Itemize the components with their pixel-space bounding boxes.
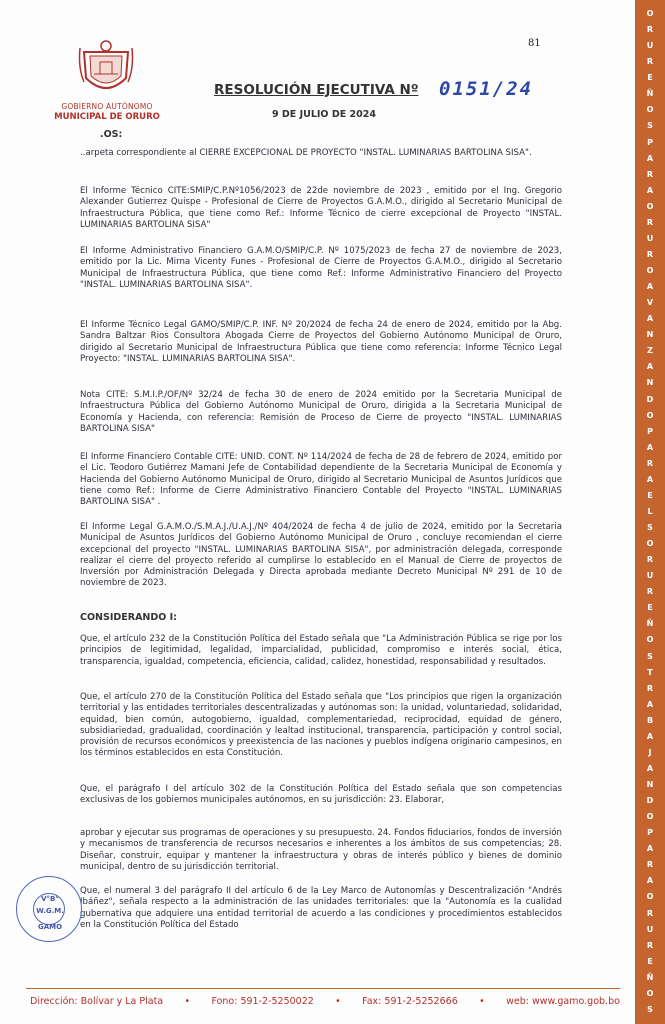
side-slogan-letter: R <box>646 217 654 227</box>
side-slogan-letter: A <box>646 185 654 195</box>
side-slogan-letter: N <box>646 330 654 340</box>
footer <box>30 996 620 1007</box>
paragraph: El Informe Administrativo Financiero G.A.M.O/SMIP/C.P. Nº 1075/2023 de fecha 27 de noviembre de 2023, emitido por la Lic. Mirna Vicenty Funes - Profesional de Cierre de Proyectos G.A.M.O., dirigido al Secretario Municipal de Infraestructura Pública, que tiene como Ref.: Informe Administrativo Financiero del Proyecto "INSTAL. LUMINARIAS BARTOLINA SISA". <box>80 246 562 290</box>
side-slogan-letter: O <box>646 9 654 18</box>
side-slogan-letter: N <box>646 378 654 388</box>
stamp-org: GAMO <box>37 923 63 931</box>
resolution-header <box>214 78 574 110</box>
side-slogan-letter: R <box>646 458 654 468</box>
side-slogan-letter: U <box>646 233 654 243</box>
considerando-heading: CONSIDERANDO I: <box>80 612 177 623</box>
footer-web[interactable]: web: www.gamo.gob.bo <box>506 996 620 1007</box>
paragraph: Que, el numeral 3 del parágrafo II del artículo 6 de la Ley Marco de Autonomías y Descentralización "Andrés Ibáñez", señala respecto a la administración de las unidades territoriales: que la "Autonomía es la cualidad gubernativa que adquiere una entidad territorial de acuerdo a las condiciones y procedimientos establecidos en la Constitución Política del Estado <box>80 886 562 930</box>
paragraph: Que, el artículo 270 de la Constitución Política del Estado señala que "Los principios que rigen la organización territorial y las entidades territoriales descentralizadas y autónomas son: la unidad, voluntariedad, solidaridad, equidad, bien común, autogobierno, igualdad, complementariedad, reciprocidad, equidad de género, subsidiariedad, gradualidad, coordinación y lealtad institucional, transparencia, participación y control social, provisión de recursos económicos y preexistencia de las naciones y pueblos indígena originario campesinos, en los términos establecidos en esta Constitución. <box>80 692 562 759</box>
side-slogan-letter: O <box>646 635 654 645</box>
side-slogan-letter: R <box>646 860 654 870</box>
side-slogan-letter: V <box>646 298 654 308</box>
side-slogan-letter: R <box>646 555 654 565</box>
side-slogan-letter: E <box>647 73 653 83</box>
municipal-name <box>52 101 162 123</box>
side-slogan-letter: O <box>646 812 654 822</box>
side-slogan-letter: S <box>647 523 653 532</box>
paragraph: Que, el artículo 232 de la Constitución Política del Estado señala que "La Administración Pública se rige por los principios de legitimidad, legalidad, imparcialidad, publicidad, compromiso e interés social, ética, transparencia, igualdad, competencia, eficiencia, calidad, calidez, honestidad, responsabilidad y resultados. <box>80 634 562 667</box>
vistos-heading: .OS: <box>100 129 123 140</box>
municipal-name-line2: MUNICIPAL DE ORURO <box>54 112 160 122</box>
resolution-date: 9 DE JULIO DE 2024 <box>272 109 376 120</box>
side-slogan-letter: Z <box>647 346 653 356</box>
side-slogan-letter: N <box>646 780 654 789</box>
side-slogan-letter: L <box>647 506 653 516</box>
side-slogan-letter: Ñ <box>646 89 654 99</box>
side-slogan-letter: A <box>646 153 654 163</box>
side-slogan-letter: A <box>646 282 654 292</box>
side-slogan-letter: U <box>646 41 654 51</box>
side-slogan-letter: A <box>646 314 654 324</box>
side-slogan-letter: R <box>646 940 654 950</box>
page-number: 81 <box>528 38 541 49</box>
side-slogan-letter: P <box>647 426 653 436</box>
side-slogan-letter: E <box>647 603 653 613</box>
side-slogan-letter: O <box>646 539 654 549</box>
side-slogan-letter: T <box>647 667 653 677</box>
side-slogan-letter: A <box>646 442 654 452</box>
side-slogan-letter: U <box>646 571 654 581</box>
side-slogan-letter: O <box>646 988 654 998</box>
footer-separator: • <box>335 996 341 1007</box>
side-slogan-letter: S <box>647 121 653 131</box>
footer-separator: • <box>184 996 191 1007</box>
resolution-number: 0151/24 <box>439 78 534 100</box>
side-slogan-letter: Ñ <box>646 619 654 629</box>
footer-fax: Fax: 591-2-5252666 <box>362 996 458 1007</box>
paragraph: ..arpeta correspondiente al CIERRE EXCEPCIONAL DE PROYECTO "INSTAL. LUMINARIAS BARTOLINA SISA". <box>80 148 532 158</box>
paragraph: Que, el parágrafo I del artículo 302 de la Constitución Política del Estado señala que son competencias exclusivas de los gobiernos municipales autónomos, en su jurisdicción: 23. Elaborar, <box>80 784 562 806</box>
side-slogan-letter: A <box>646 763 654 773</box>
side-slogan-letter: E <box>647 490 653 500</box>
paragraph: aprobar y ejecutar sus programas de operaciones y su presupuesto. 24. Fondos fiduciarios, fondos de inversión y mecanismos de transferencia de recursos necesarios e inherentes a los ámbitos de sus competencias; 28. Diseñar, construir, equipar y mantener la infraestructura y obras de interés público y bienes de dominio municipal, dentro de su jurisdicción territorial. <box>80 828 562 872</box>
resolution-title: RESOLUCIÓN EJECUTIVA Nº <box>214 82 419 98</box>
paragraph: Nota CITE: S.M.I.P./OF/Nº 32/24 de fecha 30 de enero de 2024 emitido por la Secretaria Municipal de Infraestructura Pública del Gobierno Autónomo Municipal de Oruro, dirigida a la Secretaria Municipal de Economía y Hacienda, con referencia: Remisión de Proceso de Cierre de proyecto "INSTAL. LUMINARIAS BARTOLINA SISA" <box>80 390 562 434</box>
side-slogan-letter: A <box>646 474 654 484</box>
side-slogan-letter: O <box>646 105 654 115</box>
paragraph: El Informe Legal G.A.M.O./S.M.A.J./U.A.J./Nº 404/2024 de fecha 4 de julio de 2024, emitido por la Secretaria Municipal de Asuntos Jurídicos del Gobierno Autónomo Municipal de Oruro , concluye recomiendan el cierre excepcional del proyecto "INSTAL. LUMINARIAS BARTOLINA SISA", por administración delegada, corresponde realizar el cierre del proyecto referido al cumplirse lo establecido en el Manual de Cierre de proyectos de Inversión por Administración Delegada y Directa aprobada mediante Decreto Municipal Nº 291 de 10 de noviembre de 2023. <box>80 522 562 589</box>
paragraph: El Informe Financiero Contable CITE: UNID. CONT. Nº 114/2024 de fecha de 28 de febrero de 2024, emitido por el Lic. Teodoro Gutiérrez Mamani Jefe de Contabilidad dependiente de la Secretaria Municipal de Economía y Hacienda del Gobierno Autónomo Municipal de Oruro, dirigido al Secretario Municipal de Asuntos Jurídicos que tiene como Ref.: Informe de Cierre Administrativo Financiero Contable del Proyecto "INSTAL. LUMINARIAS BARTOLINA SISA" . <box>80 452 562 508</box>
side-slogan-letter: R <box>646 683 654 693</box>
side-slogan-letter: D <box>646 796 654 806</box>
paragraph: El Informe Técnico CITE:SMIP/C.P.Nº1056/2023 de 22de noviembre de 2023 , emitido por el Ing. Gregorio Alexander Gutierrez Quispe - Profesional de Cierre de Proyectos G.A.M.O., dirigido al Secretario Municipal de Infraestructura Pública, que tiene como Ref.: Informe Técnico de cierre excepcional de Proyecto "INSTAL. LUMINARIAS BARTOLINA SISA" <box>80 186 562 230</box>
side-slogan-letter: R <box>646 908 654 918</box>
side-slogan-letter: A <box>646 731 654 741</box>
side-slogan-letter: O <box>646 892 654 902</box>
side-slogan-letter: R <box>646 587 654 597</box>
approval-stamp <box>16 876 82 942</box>
side-slogan-letter: U <box>646 924 654 934</box>
side-slogan-letter: S <box>647 1004 653 1014</box>
side-slogan-letter: E <box>647 956 653 966</box>
side-slogan-letter: B <box>646 715 654 725</box>
side-slogan-letter: S <box>647 651 653 661</box>
footer-address: Dirección: Bolívar y La Plata <box>30 996 164 1007</box>
paragraph: El Informe Técnico Legal GAMO/SMIP/C.P. INF. Nº 20/2024 de fecha 24 de enero de 2024, emitido por la Abg. Sandra Baltzar Rios Consultora Abogada Cierre de Proyectos del Gobierno Autónomo Municipal de Oruro, dirigido al Secretario Municipal de Infraestructura Pública que tiene como referencia: Informe Técnico Legal Proyecto: "INSTAL. LUMINARIAS BARTOLINA SISA". <box>80 320 562 364</box>
side-slogan-letter: P <box>647 137 653 147</box>
municipal-name-line1: GOBIERNO AUTÓNOMO <box>61 102 153 111</box>
side-slogan-letter: O <box>646 201 654 211</box>
side-slogan-letter: A <box>646 699 654 709</box>
footer-phone: Fono: 591-2-5250022 <box>211 996 314 1007</box>
footer-separator: • <box>479 996 485 1007</box>
side-slogan-letter: R <box>646 249 654 259</box>
side-slogan-letter: J <box>648 747 652 757</box>
side-slogan-letter: R <box>646 169 654 179</box>
side-slogan-letter: O <box>646 410 654 420</box>
side-slogan-letter: P <box>647 828 653 838</box>
side-slogan-letter: R <box>646 57 654 67</box>
side-slogan-letter: A <box>646 362 654 372</box>
side-slogan-letter: O <box>646 266 654 275</box>
side-slogan-letter: D <box>646 394 654 404</box>
stamp-top-text: V°B° <box>41 895 59 903</box>
side-slogan-letter: A <box>646 876 654 886</box>
footer-divider <box>26 988 620 989</box>
side-slogan-letter: A <box>646 844 654 854</box>
municipal-coat-of-arms-icon <box>76 38 136 100</box>
side-slogan-letter: Ñ <box>646 972 654 982</box>
side-slogan-strip <box>635 0 665 1024</box>
side-slogan-letter: R <box>646 25 654 35</box>
stamp-initials: W.G.M. <box>36 907 64 915</box>
